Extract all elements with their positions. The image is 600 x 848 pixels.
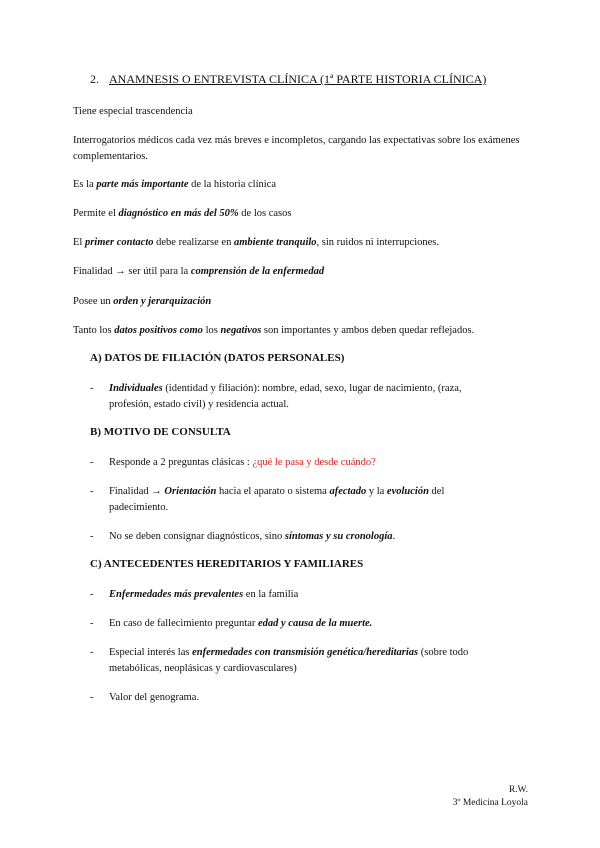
list-item-text xyxy=(109,484,504,516)
list-item-text xyxy=(109,587,504,603)
list-dash: - xyxy=(90,486,94,497)
text: hacia el aparato o sistema xyxy=(216,486,330,497)
list-item-text xyxy=(109,690,504,706)
paragraph xyxy=(73,133,533,165)
text: En caso de fallecimiento preguntar xyxy=(109,618,258,629)
highlighted-question: ¿qué le pasa y desde cuándo? xyxy=(252,457,376,468)
text: Tanto los xyxy=(73,325,115,336)
text: son importantes y ambos deben quedar reflejados. xyxy=(261,325,475,336)
list-dash: - xyxy=(90,531,94,542)
list-dash: - xyxy=(90,647,94,658)
emphasis: ambiente tranquilo xyxy=(233,237,317,248)
paragraph xyxy=(73,235,533,251)
paragraph xyxy=(73,177,533,193)
emphasis: comprensión de la enfermedad xyxy=(190,266,325,277)
list-dash: - xyxy=(90,618,94,629)
list-item-text xyxy=(109,455,504,471)
text: y la xyxy=(366,486,387,497)
text: debe realizarse en xyxy=(153,237,234,248)
text: , sin ruidos ni interrupciones. xyxy=(316,237,440,248)
text: Especial interés las xyxy=(109,647,193,658)
paragraph xyxy=(73,323,533,339)
paragraph xyxy=(73,294,533,310)
paragraph-text: Tiene especial trascendencia xyxy=(73,106,193,117)
text: Es la xyxy=(73,179,97,190)
text: Finalidad → xyxy=(109,486,165,497)
list-dash: - xyxy=(90,383,94,394)
page-footer xyxy=(453,784,528,810)
emphasis: diagnóstico en más del 50% xyxy=(118,208,239,219)
list-item-text xyxy=(109,529,504,545)
emphasis: parte más importante xyxy=(96,179,189,190)
section-number: 2. xyxy=(90,72,99,86)
list-dash: - xyxy=(90,589,94,600)
footer-course: 3º Medicina Loyola xyxy=(452,798,528,808)
emphasis: primer contacto xyxy=(84,237,154,248)
paragraph xyxy=(73,206,533,222)
emphasis: Individuales xyxy=(109,383,163,394)
text: de la historia clínica xyxy=(188,179,276,190)
emphasis: negativos xyxy=(220,325,262,336)
text: Responde a 2 preguntas clásicas : xyxy=(109,457,253,468)
text: (identidad y filiación): nombre, edad, sexo, lugar de nacimiento, (raza, profesión, estado civil) y residencia actual. xyxy=(109,383,462,410)
text: Posee un xyxy=(73,296,114,307)
paragraph xyxy=(73,264,533,280)
section-heading: ANAMNESIS O ENTREVISTA CLÍNICA (1ª PARTE HISTORIA CLÍNICA) xyxy=(109,72,487,86)
text: Permite el xyxy=(73,208,119,219)
list-dash: - xyxy=(90,692,94,703)
emphasis: síntomas y su cronología xyxy=(284,531,393,542)
emphasis: enfermedades con transmisión genética/hereditarias xyxy=(192,647,419,658)
emphasis: Orientación xyxy=(164,486,217,497)
paragraph-text: Interrogatorios médicos cada vez más breves e incompletos, cargando las expectativas sobre los exámenes complementarios. xyxy=(73,135,520,162)
list-item-text xyxy=(109,381,504,413)
emphasis: edad y causa de la muerte. xyxy=(257,618,373,629)
list-dash: - xyxy=(90,457,94,468)
text: del padecimiento. xyxy=(109,486,445,513)
text: Finalidad → ser útil para la xyxy=(73,266,191,277)
text: de los casos xyxy=(238,208,292,219)
subsection-heading-a: A) DATOS DE FILIACIÓN (DATOS PERSONALES) xyxy=(90,352,345,364)
list-item-text xyxy=(109,645,504,677)
emphasis: Enfermedades más prevalentes xyxy=(109,589,244,600)
emphasis: evolución xyxy=(386,486,429,497)
text: No se deben consignar diagnósticos, sino xyxy=(109,531,285,542)
text: los xyxy=(202,325,221,336)
emphasis: datos positivos como xyxy=(114,325,203,336)
text: Valor del genograma. xyxy=(109,692,200,703)
emphasis: afectado xyxy=(329,486,367,497)
text: . xyxy=(392,531,396,542)
subsection-heading-b: B) MOTIVO DE CONSULTA xyxy=(90,426,231,438)
text: (sobre todo metabólicas, neoplásicas y cardiovasculares) xyxy=(109,647,469,674)
subsection-heading-c: C) ANTECEDENTES HEREDITARIOS Y FAMILIARES xyxy=(90,558,364,570)
footer-initials: R.W. xyxy=(508,785,528,795)
emphasis: orden y jerarquización xyxy=(113,296,212,307)
paragraph xyxy=(73,104,533,120)
text: El xyxy=(73,237,85,248)
section-title xyxy=(90,72,486,87)
text: en la familia xyxy=(243,589,299,600)
list-item-text xyxy=(109,616,504,632)
